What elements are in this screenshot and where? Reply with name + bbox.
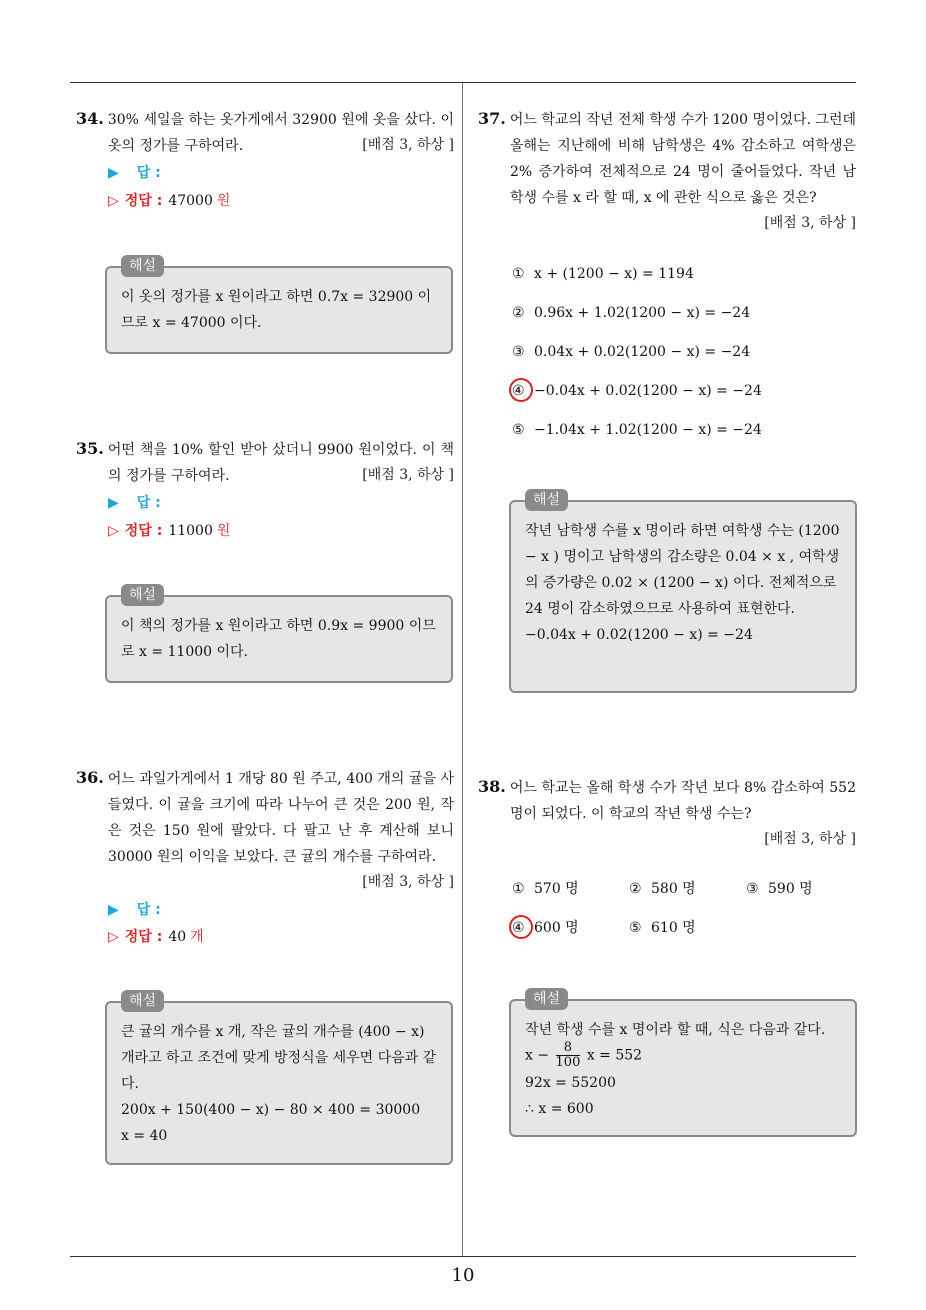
- question-text: 어느 학교는 올해 학생 수가 작년 보다 8% 감소하여 552 명이 되었다. 이 학교의 작년 학생 수는?: [509, 780, 856, 822]
- answer-label: 답 :: [136, 902, 161, 918]
- question-text: 어느 과일가게에서 1 개당 80 원 주고, 400 개의 귤을 사들였다. 이 귤을 크기에 따라 나누어 큰 것은 200 원, 작은 것은 150 원에 팔았다. 다 팔고 난 후 계산해 보니 30000 원의 이익을 보았다. 큰 귤의 개수를 구하여라.: [107, 771, 454, 865]
- question-number: 37.: [478, 109, 506, 128]
- answer-label: 답 :: [136, 495, 161, 511]
- bottom-rule: [70, 1256, 856, 1257]
- question-38: [478, 774, 856, 827]
- correct-answer-line: [108, 924, 204, 950]
- option-2[interactable]: [512, 303, 750, 323]
- explanation-text: 이 책의 정가를 x 원이라고 하면 0.9x = 9900 이므로 x = 11000 이다.: [121, 618, 436, 660]
- answer-line: [108, 897, 161, 923]
- outline-arrow-icon: ▷: [108, 523, 119, 539]
- option-text: 580 명: [651, 881, 696, 897]
- option-text: 0.96x + 1.02(1200 − x) = −24: [534, 305, 751, 321]
- correct-label: 정답 :: [124, 929, 163, 945]
- option-4[interactable]: [512, 381, 762, 401]
- correct-answer-line: [108, 188, 230, 214]
- fraction: [556, 1041, 581, 1070]
- option-1[interactable]: [512, 264, 694, 284]
- correct-value: 47000: [168, 193, 213, 209]
- option-text: 0.04x + 0.02(1200 − x) = −24: [534, 344, 751, 360]
- play-arrow-icon: ▶: [108, 495, 119, 511]
- play-arrow-icon: ▶: [108, 165, 119, 181]
- fraction-denominator: 100: [555, 1055, 581, 1070]
- question-meta: [배점 3, 하상 ]: [764, 215, 856, 231]
- explanation-box: [105, 587, 453, 683]
- question-number: 38.: [478, 777, 506, 796]
- question-number: 35.: [76, 439, 104, 458]
- outline-arrow-icon: ▷: [108, 929, 119, 945]
- page-number: 10: [451, 1265, 475, 1286]
- correct-answer-line: [108, 518, 230, 544]
- column-divider: [462, 83, 463, 1256]
- question-number: 36.: [76, 768, 104, 787]
- option-mark: ①: [512, 881, 525, 897]
- equation-line: −0.04x + 0.02(1200 − x) = −24: [525, 627, 753, 643]
- answer-line: [108, 490, 161, 516]
- equation-line: ∴ x = 600: [525, 1101, 594, 1117]
- option-2[interactable]: [629, 879, 696, 899]
- question-meta: [배점 3, 하상 ]: [362, 137, 454, 153]
- option-text: −1.04x + 1.02(1200 − x) = −24: [534, 422, 762, 438]
- correct-unit: 원: [216, 193, 231, 209]
- option-5[interactable]: [629, 918, 696, 938]
- explanation-text: 작년 학생 수를 x 명이라 할 때, 식은 다음과 같다.: [525, 1022, 826, 1038]
- option-mark: ④: [512, 920, 525, 936]
- question-36: [76, 765, 454, 870]
- option-3[interactable]: [512, 342, 750, 362]
- explanation-tag: 해설: [121, 990, 164, 1012]
- question-meta: [배점 3, 하상 ]: [362, 467, 454, 483]
- question-number: 34.: [76, 109, 104, 128]
- equation-left: x −: [525, 1047, 550, 1064]
- option-mark: ②: [512, 305, 525, 321]
- outline-arrow-icon: ▷: [108, 193, 119, 209]
- answer-label: 답 :: [136, 165, 161, 181]
- question-37: [478, 106, 856, 211]
- question-meta: [배점 3, 하상 ]: [764, 831, 856, 847]
- correct-label: 정답 :: [124, 523, 163, 539]
- explanation-tag: 해설: [121, 255, 164, 277]
- option-text: 610 명: [651, 920, 696, 936]
- explanation-tag: 해설: [525, 489, 568, 511]
- correct-value: 40: [168, 929, 187, 945]
- option-text: 590 명: [768, 881, 813, 897]
- option-3[interactable]: [746, 879, 813, 899]
- correct-label: 정답 :: [124, 193, 163, 209]
- top-rule: [70, 82, 856, 83]
- equation-line: x = 40: [121, 1128, 168, 1144]
- fraction-numerator: 8: [563, 1040, 573, 1055]
- question-meta: [배점 3, 하상 ]: [362, 874, 454, 890]
- option-mark: ③: [746, 881, 759, 897]
- equation-line: 200x + 150(400 − x) − 80 × 400 = 30000: [121, 1102, 421, 1118]
- explanation-box: [509, 991, 857, 1137]
- correct-unit: 개: [190, 929, 204, 945]
- option-1[interactable]: [512, 879, 579, 899]
- answer-line: [108, 160, 161, 186]
- equation-right: x = 552: [586, 1047, 643, 1064]
- explanation-text: 작년 남학생 수를 x 명이라 하면 여학생 수는 (1200 − x ) 명이고 남학생의 감소량은 0.04 × x , 여학생의 증가량은 0.02 × (1200 − x) 이다. 전체적으로 24 명이 감소하였으므로 사용하여 표현한다.: [525, 523, 840, 617]
- option-mark: ⑤: [512, 422, 525, 438]
- play-arrow-icon: ▶: [108, 902, 119, 918]
- option-text: x + (1200 − x) = 1194: [534, 266, 694, 282]
- option-text: −0.04x + 0.02(1200 − x) = −24: [534, 383, 762, 399]
- explanation-box: [105, 258, 453, 354]
- option-5[interactable]: [512, 420, 762, 440]
- option-mark: ⑤: [629, 920, 642, 936]
- explanation-text: 큰 귤의 개수를 x 개, 작은 귤의 개수를 (400 − x) 개라고 하고 조건에 맞게 방정식을 세우면 다음과 같다.: [121, 1024, 437, 1092]
- explanation-text: 이 옷의 정가를 x 원이라고 하면 0.7x = 32900 이므로 x = 47000 이다.: [121, 289, 432, 331]
- question-text: 30% 세일을 하는 옷가게에서 32900 원에 옷을 샀다. 이 옷의 정가를 구하여라.: [107, 112, 454, 154]
- explanation-box: [509, 492, 857, 693]
- correct-value: 11000: [168, 523, 213, 539]
- option-text: 570 명: [534, 881, 579, 897]
- option-mark: ②: [629, 881, 642, 897]
- equation-line: 92x = 55200: [525, 1075, 616, 1091]
- option-text: 600 명: [534, 920, 579, 936]
- question-text: 어떤 책을 10% 할인 받아 샀더니 9900 원이었다. 이 책의 정가를 구하여라.: [107, 442, 454, 484]
- option-mark: ④: [512, 383, 525, 399]
- question-text: 어느 학교의 작년 전체 학생 수가 1200 명이었다. 그런데 올해는 지난해에 비해 남학생은 4% 감소하고 여학생은 2% 증가하여 전체적으로 24 명이 줄어들었다. 작년 남학생 수를 x 라 할 때, x 에 관한 식으로 옳은 것은?: [509, 112, 857, 206]
- explanation-tag: 해설: [525, 988, 568, 1010]
- option-mark: ③: [512, 344, 525, 360]
- option-4[interactable]: [512, 918, 579, 938]
- correct-unit: 원: [216, 523, 231, 539]
- option-mark: ①: [512, 266, 525, 282]
- explanation-tag: 해설: [121, 584, 164, 606]
- equation-line: [525, 1041, 843, 1070]
- explanation-box: [105, 993, 453, 1165]
